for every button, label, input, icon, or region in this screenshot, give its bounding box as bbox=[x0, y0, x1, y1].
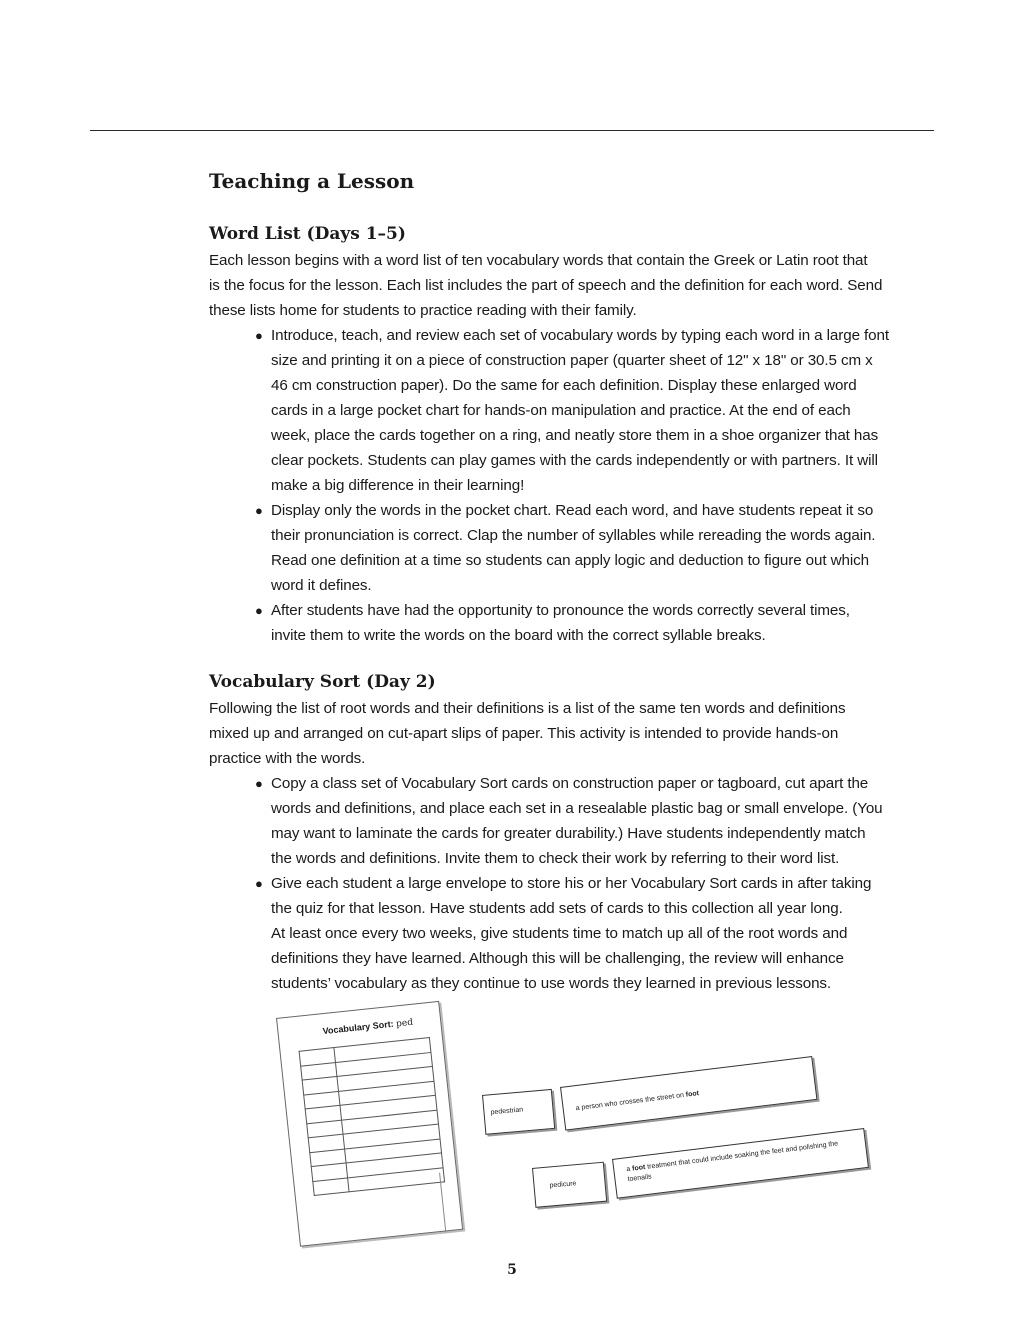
section-word-list bbox=[209, 220, 934, 648]
text-line: the quiz for that lesson. Have students add sets of cards to this collection all year long. bbox=[271, 900, 843, 917]
bullet-item bbox=[209, 498, 934, 598]
bullet-icon: ● bbox=[255, 776, 263, 791]
page-content bbox=[209, 160, 934, 996]
page-number: 5 bbox=[507, 1262, 517, 1278]
section-paragraph bbox=[209, 696, 934, 771]
section-paragraph bbox=[209, 248, 934, 323]
text-line: After students have had the opportunity to pronounce the words correctly several times, bbox=[271, 602, 850, 619]
text-line: week, place the cards together on a ring, and neatly store them in a shoe organizer that has bbox=[271, 427, 879, 444]
text-line: clear pockets. Students can play games with the cards independently or with partners. It will bbox=[271, 452, 878, 469]
text-line: their pronunciation is correct. Clap the number of syllables while rereading the words again. bbox=[271, 527, 876, 544]
bullet-item bbox=[209, 598, 934, 648]
text-line: words and definitions, and place each set in a resealable plastic bag or small envelope. (You bbox=[271, 800, 883, 817]
text-line: Following the list of root words and their definitions is a list of the same ten words and definitions bbox=[209, 700, 846, 717]
word-card-pedicure bbox=[532, 1162, 607, 1208]
bullet-list bbox=[209, 323, 934, 648]
section-title: Vocabulary Sort (Day 2) bbox=[209, 672, 436, 692]
bullet-icon: ● bbox=[255, 328, 263, 343]
text-line: Each lesson begins with a word list of ten vocabulary words that contain the Greek or Latin root that bbox=[209, 252, 868, 269]
bullet-icon: ● bbox=[255, 503, 263, 518]
bullet-item bbox=[209, 771, 934, 871]
text-line: make a big difference in their learning! bbox=[271, 477, 525, 494]
vocabulary-sort-illustration bbox=[270, 1005, 880, 1270]
section-vocabulary-sort bbox=[209, 668, 934, 996]
text-line: Introduce, teach, and review each set of vocabulary words by typing each word in a large font bbox=[271, 327, 889, 344]
text-line: mixed up and arranged on cut-apart slips of paper. This activity is intended to provide hands-on bbox=[209, 725, 839, 742]
text-line: cards in a large pocket chart for hands-on manipulation and practice. At the end of each bbox=[271, 402, 851, 419]
text-line: size and printing it on a piece of construction paper (quarter sheet of 12" x 18" or 30.5 cm x bbox=[271, 352, 873, 369]
text-line: word it defines. bbox=[271, 577, 372, 594]
text-line: may want to laminate the cards for greater durability.) Have students independently match bbox=[271, 825, 866, 842]
definition-card-pedicure bbox=[612, 1128, 869, 1199]
text-line: Display only the words in the pocket chart. Read each word, and have students repeat it so bbox=[271, 502, 874, 519]
top-rule bbox=[90, 130, 934, 131]
sheet-table bbox=[299, 1037, 446, 1196]
text-line: 46 cm construction paper). Do the same for each definition. Display these enlarged word bbox=[271, 377, 857, 394]
bullet-icon: ● bbox=[255, 876, 263, 891]
text-line: At least once every two weeks, give students time to match up all of the root words and bbox=[271, 925, 848, 942]
bullet-icon: ● bbox=[255, 603, 263, 618]
text-line: invite them to write the words on the board with the correct syllable breaks. bbox=[271, 627, 766, 644]
text-line: these lists home for students to practice reading with their family. bbox=[209, 302, 637, 319]
card-definition: a person who crosses the street on foot bbox=[575, 1090, 700, 1113]
text-line: Read one definition at a time so students can apply logic and deduction to figure out which bbox=[271, 552, 869, 569]
vocabulary-sort-sheet-image bbox=[276, 1001, 463, 1247]
page-heading: Teaching a Lesson bbox=[209, 169, 415, 193]
text-line: Give each student a large envelope to store his or her Vocabulary Sort cards in after taking bbox=[271, 875, 872, 892]
bullet-list bbox=[209, 771, 934, 996]
bullet-item bbox=[209, 323, 934, 498]
text-line: practice with the words. bbox=[209, 750, 366, 767]
card-definition: a foot treatment that could include soaking the feet and polishing the toenails bbox=[625, 1140, 839, 1184]
text-line: Copy a class set of Vocabulary Sort cards on construction paper or tagboard, cut apart the bbox=[271, 775, 869, 792]
card-word: pedestrian bbox=[490, 1106, 524, 1117]
text-line: the words and definitions. Invite them to check their work by referring to their word list. bbox=[271, 850, 840, 867]
card-word: pedicure bbox=[549, 1180, 577, 1190]
sheet-title: Vocabulary Sort: ped bbox=[322, 1017, 414, 1037]
section-title: Word List (Days 1–5) bbox=[209, 224, 406, 244]
definition-card-pedestrian bbox=[560, 1056, 817, 1131]
text-line: students’ vocabulary as they continue to use words they learned in previous lessons. bbox=[271, 975, 832, 992]
bullet-item bbox=[209, 871, 934, 996]
word-card-pedestrian bbox=[482, 1089, 555, 1135]
text-line: definitions they have learned. Although this will be challenging, the review will enhance bbox=[271, 950, 844, 967]
text-line: is the focus for the lesson. Each list includes the part of speech and the definition for each word. Send bbox=[209, 277, 883, 294]
